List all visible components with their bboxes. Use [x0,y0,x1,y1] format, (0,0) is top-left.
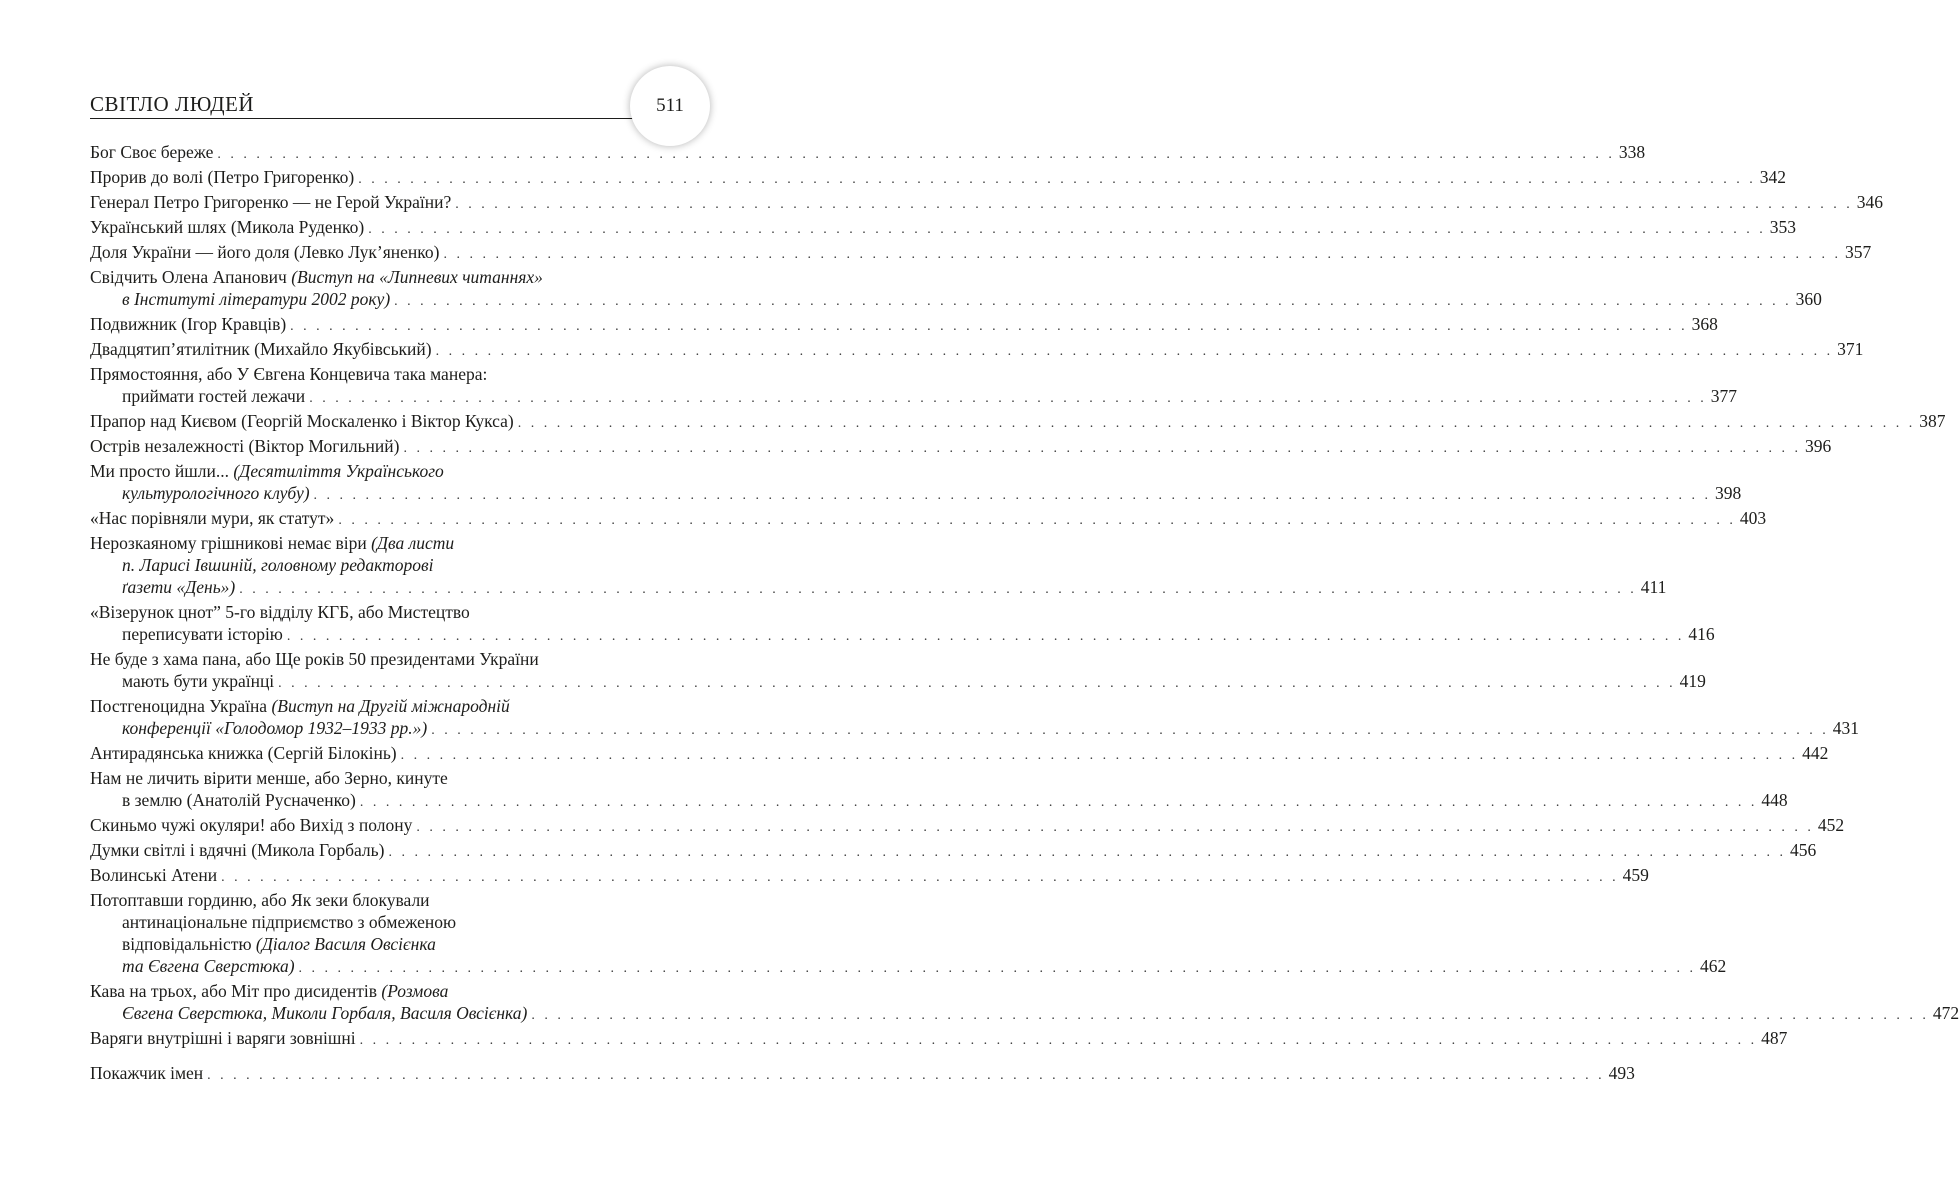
toc-line [90,911,676,933]
toc-title-text: в землю (Анатолій Русначенко) [122,790,356,810]
toc-line [90,191,1884,216]
toc-subtitle-italic: (Виступ на Другій міжнародній [271,696,510,716]
toc-entry [90,532,1667,601]
toc-subtitle-italic: (Два листи [371,533,455,553]
toc-title-text: Волинські Атени [90,865,218,885]
toc-page-number: 338 [1618,142,1646,162]
toc-line [90,717,1859,742]
toc-entry [90,191,1884,216]
toc-line-text [122,483,310,503]
toc-line [90,742,1829,767]
running-head-title: СВІТЛО ЛЮДЕЙ [90,92,255,116]
toc-line-text [90,696,510,716]
toc-line-text [90,865,217,885]
toc-line-text [122,718,427,738]
toc-page-number: 360 [1795,289,1822,309]
dot-leader [278,676,1676,691]
toc-subtitle-italic: п. Ларисі Івшиній, головному редакторові [122,555,434,575]
dot-leader [388,845,1786,860]
toc-page-number: 346 [1856,192,1884,212]
toc-subtitle-italic: конференції «Голодомор 1932–1933 рр.») [122,718,428,738]
toc-page-number: 416 [1688,624,1715,644]
toc-line [90,363,676,385]
toc-entry [90,166,1786,191]
toc-title-text: відповідальністю [122,934,256,954]
toc-line [90,864,1649,889]
toc-line [90,576,1667,601]
toc-line [90,955,1727,980]
toc-line-text [122,624,283,644]
toc-page-number: 442 [1802,743,1829,763]
toc-line-text [122,790,356,810]
toc-line-text [90,649,539,669]
toc-line [90,532,676,554]
dot-leader [239,582,1637,597]
toc-title-text: Генерал Петро Григоренко — не Герой України? [90,192,452,212]
toc-line-text [122,555,433,575]
dot-leader [401,748,1799,763]
toc-page-number: 342 [1759,167,1786,187]
toc-line [90,410,1946,435]
toc-entry [90,313,1718,338]
toc-title-text: Прапор над Києвом (Георгій Москаленко і Віктор Кукса) [90,411,514,431]
toc-subtitle-italic: (Діалог Василя Овсієнка [255,934,436,954]
toc-title-text: Покажчик імен [90,1063,204,1083]
toc-line [90,460,676,482]
toc-entry [90,889,1727,980]
toc-line-text [90,339,432,359]
toc-page-number: 411 [1640,577,1667,597]
toc-subtitle-italic: (Розмова [381,981,449,1001]
toc-title-text: Свідчить Олена Апанович [90,267,292,287]
toc-subtitle-italic: та Євгена Сверстюка) [122,956,295,976]
toc-line [90,507,1767,532]
toc-title-text: Варяги внутрішні і варяги зовнішні [90,1028,356,1048]
dot-leader [531,1008,1929,1023]
dot-leader [217,147,1615,162]
toc-line-text [90,217,364,237]
toc-entry [90,363,1737,410]
toc-title-text: Нам не личить вірити менше, або Зерно, кинуте [90,768,448,788]
dot-leader [403,441,1801,456]
toc-subtitle-italic: (Виступ на «Липневих читаннях» [291,267,543,287]
toc-entry [90,216,1796,241]
toc-page-number: 487 [1761,1028,1788,1048]
toc-title-text: приймати гостей лежачи [122,386,306,406]
toc-line-text [122,577,235,597]
toc-entry [90,648,1706,695]
toc-page-number: 396 [1804,436,1832,456]
toc-entry [90,980,1959,1027]
toc-line-text [90,242,440,262]
toc-line [90,1002,1959,1027]
toc-page-number: 462 [1700,956,1727,976]
toc-entry [90,864,1649,889]
dot-leader [431,723,1829,738]
dot-leader [394,294,1792,309]
toc-line-text [122,386,305,406]
toc-line-text [90,815,412,835]
toc-title-text: Двадцятип’ятилітник (Михайло Якубівський) [90,339,432,359]
toc-entry [90,460,1742,507]
toc-line-text [90,267,543,287]
toc-subtitle-italic: ґазети «День») [122,577,236,597]
toc-subtitle-italic: в Інституті літератури 2002 року) [122,289,391,309]
dot-leader [290,319,1688,334]
toc-title-text: Антирадянська книжка (Сергій Білокінь) [90,743,397,763]
toc-line-text [90,167,354,187]
dot-leader [368,222,1766,237]
toc-page-number: 377 [1710,386,1737,406]
toc-line-text [90,602,470,622]
toc-line-text [90,508,334,528]
toc-title-text: Не буде з хама пана, або Ще років 50 президентами України [90,649,539,669]
toc-page-number: 371 [1837,339,1864,359]
toc-line [90,385,1737,410]
toc-line-text [90,142,213,162]
toc-entry [90,839,1817,864]
toc-entry [90,767,1788,814]
toc-line [90,623,1715,648]
toc-line [90,288,1822,313]
dot-leader [360,795,1758,810]
running-header [90,92,650,116]
dot-leader [358,172,1756,187]
toc-entry [90,601,1715,648]
toc-page-number: 456 [1789,840,1817,860]
toc-page-number: 459 [1622,865,1649,885]
dot-leader [314,488,1712,503]
dot-leader [207,1068,1605,1083]
toc-page-number: 353 [1769,217,1796,237]
toc-line-text [122,912,456,932]
toc-line-text [90,364,487,384]
toc-line [90,670,1706,695]
toc-title-text: Острів незалежності (Віктор Могильний) [90,436,400,456]
toc-line [90,767,676,789]
toc-line [90,1062,1635,1087]
toc-title-text: Подвижник (Ігор Кравців) [90,314,287,334]
toc-entry [90,141,1646,166]
toc-title-text: антинаціональне підприємство з обмеженою [122,912,457,932]
toc-line-text [122,1003,527,1023]
toc-title-text: Прямостояння, або У Євгена Концевича така манера: [90,364,488,384]
dot-leader [299,961,1697,976]
toc-line-text [122,956,295,976]
toc-entry [90,338,1864,363]
toc-line [90,789,1788,814]
toc-line [90,313,1718,338]
toc-title-text: «Візерунок цнот” 5-го відділу КГБ, або Мистецтво [90,602,470,622]
toc-line-text [90,768,448,788]
toc-line-text [90,743,397,763]
toc-entry [90,1027,1788,1052]
toc-subtitle-italic: (Десятиліття Українського [233,461,444,481]
dot-leader [221,870,1619,885]
toc-line-text [90,981,448,1001]
toc-line-text [90,192,451,212]
table-of-contents [90,141,1959,1087]
dot-leader [338,513,1736,528]
dot-leader [436,344,1834,359]
toc-title-text: Ми просто йшли... [90,461,234,481]
toc-entry [90,435,1832,460]
toc-line [90,554,676,576]
toc-title-text: Думки світлі і вдячні (Микола Горбаль) [90,840,385,860]
dot-leader [416,820,1814,835]
toc-line-text [122,934,436,954]
toc-line [90,482,1742,507]
toc-title-text: мають бути українці [122,671,275,691]
toc-title-text: Постгеноцидна Україна [90,696,272,716]
page-number-badge [630,66,710,146]
toc-line-text [90,1063,203,1083]
toc-page-number: 472 [1932,1003,1959,1023]
toc-line [90,141,1646,166]
header-rule [90,118,655,119]
toc-line [90,980,676,1002]
toc-line-text [90,314,286,334]
toc-title-text: Бог Своє береже [90,142,214,162]
toc-page-number: 368 [1691,314,1718,334]
toc-line-text [90,461,444,481]
toc-page-number: 419 [1679,671,1706,691]
toc-line-text [90,890,430,910]
toc-line [90,601,676,623]
toc-entry [90,1062,1635,1087]
toc-page-number: 403 [1739,508,1767,528]
toc-line [90,839,1817,864]
dot-leader [455,197,1853,212]
toc-line [90,889,676,911]
toc-line-text [90,533,454,553]
toc-line-text [122,671,274,691]
toc-title-text: Прорив до волі (Петро Григоренко) [90,167,355,187]
dot-leader [518,416,1916,431]
toc-page-number: 452 [1817,815,1845,835]
toc-entry [90,695,1859,742]
toc-line [90,266,676,288]
toc-page-number: 431 [1832,718,1859,738]
dot-leader [287,629,1685,644]
toc-title-text: Кава на трьох, або Міт про дисидентів [90,981,382,1001]
toc-subtitle-italic: Євгена Сверстюка, Миколи Горбаля, Василя Овсієнка) [122,1003,528,1023]
toc-page-number: 493 [1608,1063,1635,1083]
toc-line [90,216,1796,241]
toc-line-text [90,840,384,860]
toc-page-number: 387 [1919,411,1946,431]
toc-title-text: «Нас порівняли мури, як статут» [90,508,335,528]
toc-title-text: Нерозкаяному грішникові немає віри [90,533,372,553]
dot-leader [444,247,1842,262]
toc-title-text: переписувати історію [122,624,283,644]
toc-title-text: Скиньмо чужі окуляри! або Вихід з полону [90,815,413,835]
toc-title-text: Український шлях (Микола Руденко) [90,217,365,237]
toc-entry [90,410,1946,435]
toc-title-text: Потоптавши гординю, або Як зеки блокували [90,890,430,910]
toc-page-number: 398 [1715,483,1742,503]
toc-entry [90,266,1822,313]
toc-line [90,338,1864,363]
dot-leader [360,1033,1758,1048]
toc-line [90,814,1845,839]
toc-line [90,166,1786,191]
page-number: 511 [656,95,684,116]
toc-line [90,933,676,955]
toc-title-text: Доля України — його доля (Левко Лук’яненко) [90,242,440,262]
toc-line-text [122,289,390,309]
toc-line [90,695,676,717]
toc-entry [90,814,1845,839]
toc-subtitle-italic: культурологічного клубу) [122,483,310,503]
toc-entry [90,241,1872,266]
dot-leader [309,391,1707,406]
toc-line-text [90,411,514,431]
toc-entry [90,742,1829,767]
toc-line-text [90,1028,356,1048]
toc-line [90,648,676,670]
toc-line [90,435,1832,460]
toc-page-number: 357 [1845,242,1872,262]
toc-page-number: 448 [1761,790,1788,810]
toc-line [90,241,1872,266]
toc-line-text [90,436,399,456]
toc-line [90,1027,1788,1052]
toc-entry [90,507,1767,532]
